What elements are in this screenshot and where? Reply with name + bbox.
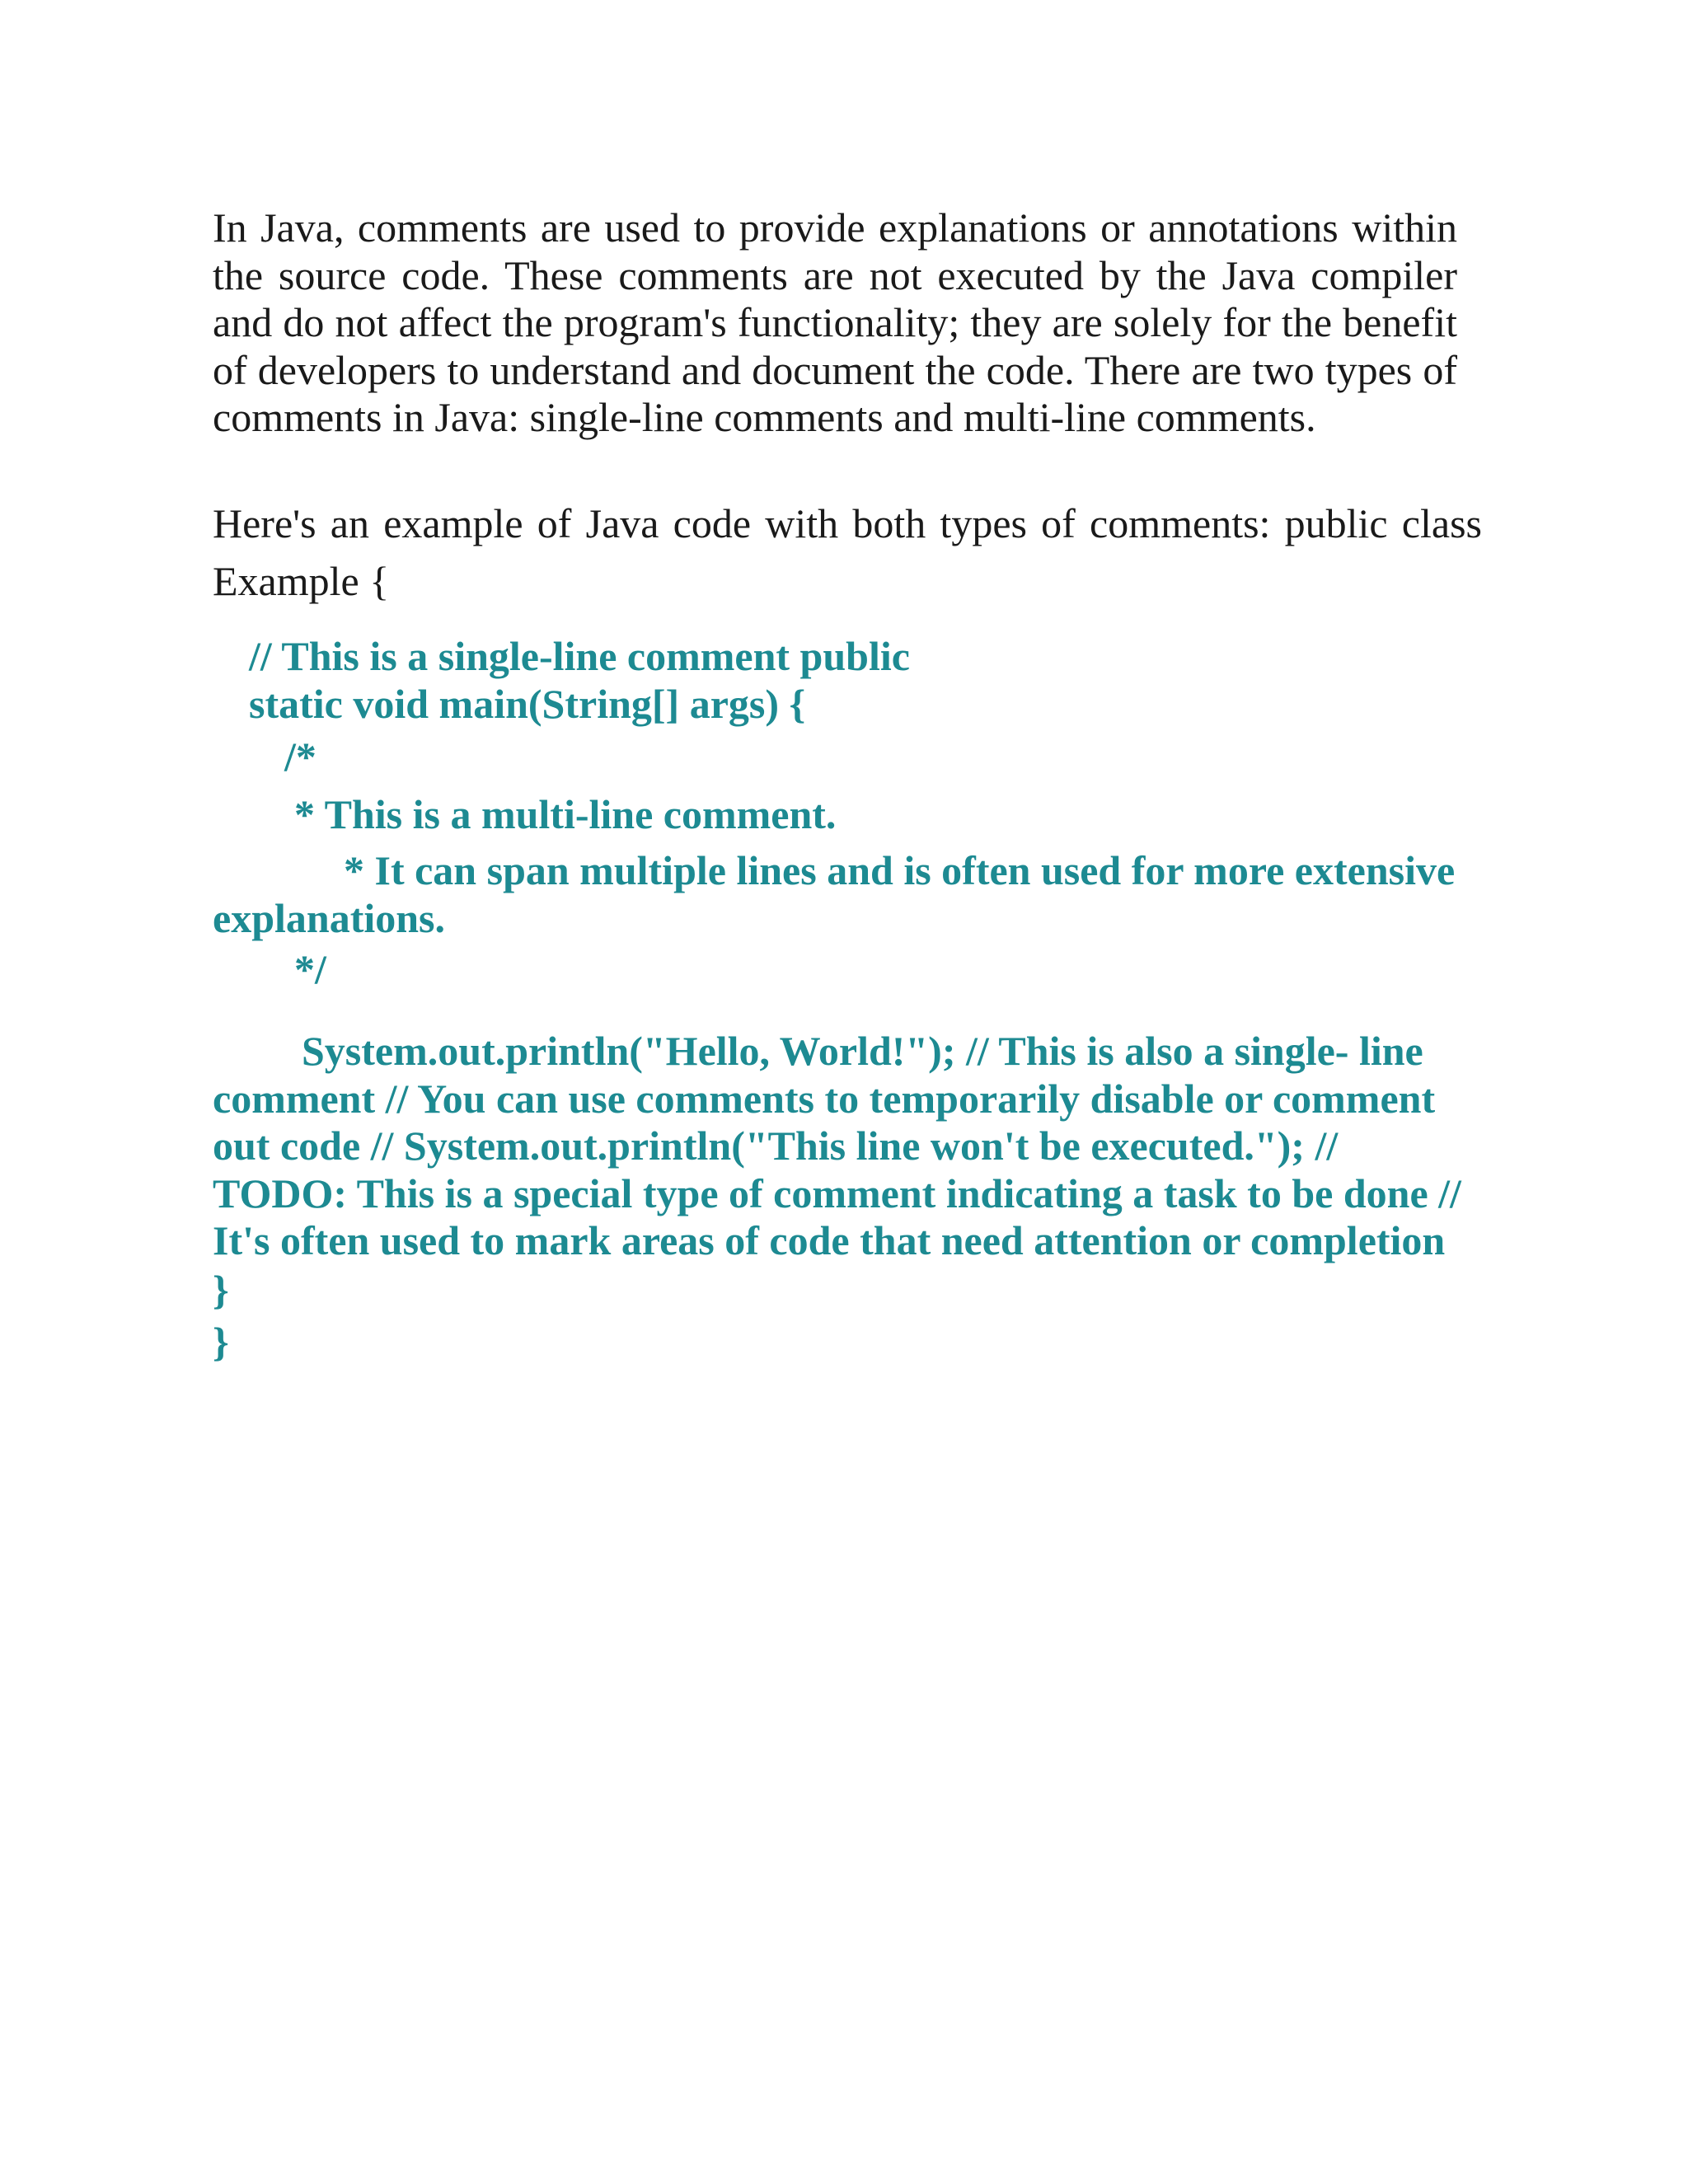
code-line-main-signature: static void main(String[] args) { <box>249 681 806 727</box>
code-line-single-comment: // This is a single-line comment public <box>249 633 910 679</box>
code-line-block-close: */ <box>294 946 326 992</box>
code-println-block: System.out.println("Hello, World!"); // This is also a single- line comment // You can use comments to temporarily disable or comment out code // System.out.println("This line won't be executed."); // TODO: This is a special type of comment indicating a task to be done // It's often used to mark areas of code that need attention or completion <box>213 1028 1461 1263</box>
code-close-brace-inner: } <box>213 1267 229 1313</box>
code-close-brace-outer: } <box>213 1319 229 1365</box>
intro-paragraph: In Java, comments are used to provide explanations or annotations within the source code. These comments are not executed by the Java compiler and do not affect the program's functionality; they are solely for the benefit of developers to understand and document the code. There are two types of comments in Java: single-line comments and multi-line comments. <box>213 204 1457 440</box>
code-line-block-open: /* <box>284 733 316 780</box>
example-lead-in: Here's an example of Java code with both types of comments: public class Example { <box>213 500 1482 604</box>
code-line-multiline-2: * It can span multiple lines and is often used for more extensive <box>344 847 1456 893</box>
code-line-multiline-1: * This is a multi-line comment. <box>294 791 837 837</box>
code-line-multiline-2-cont: explanations. <box>213 895 446 941</box>
